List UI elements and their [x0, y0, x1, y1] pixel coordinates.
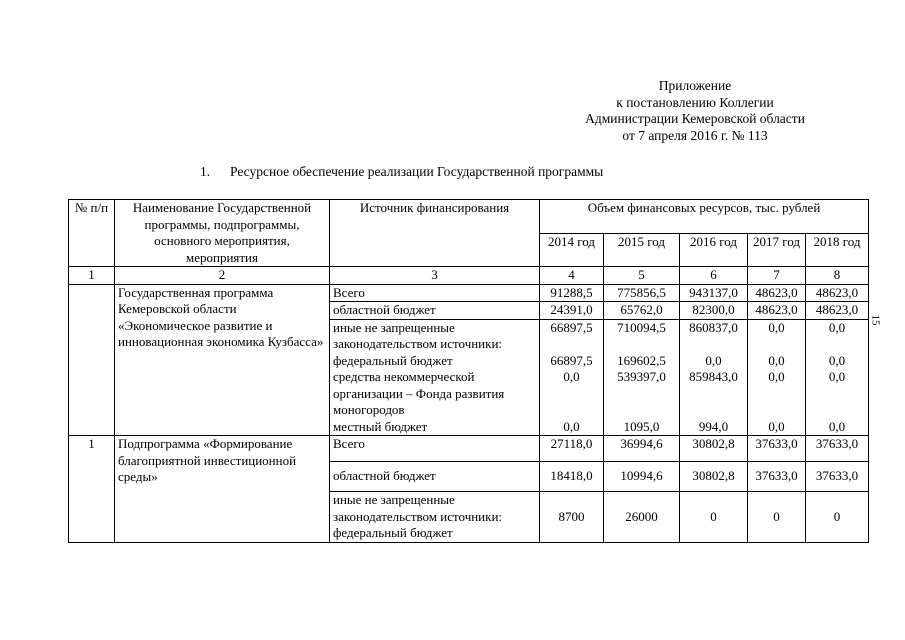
value-cell: 169602,5 [617, 352, 666, 368]
source-cell: Всего [330, 284, 540, 302]
value-cell: 0,0 [828, 319, 846, 335]
value-cell [543, 386, 600, 403]
value-cell-group [540, 319, 604, 436]
value-cell: 36994,6 [604, 436, 680, 462]
resource-table [68, 199, 869, 543]
value-cell: 91288,5 [540, 284, 604, 302]
value-cell: 0 [680, 492, 748, 543]
source-cell: иные не запрещенные законодательством источники: федеральный бюджет [330, 492, 540, 543]
value-cell-group [604, 319, 680, 436]
value-cell [607, 336, 676, 353]
value-cell: 0,0 [563, 418, 580, 434]
column-number-row [69, 267, 869, 285]
value-cell: 48623,0 [806, 302, 869, 320]
value-cell: 539397,0 [617, 369, 666, 384]
appendix-line-4: от 7 апреля 2016 г. № 113 [622, 127, 768, 143]
value-cell: 775856,5 [604, 284, 680, 302]
header-source: Источник финансирования [330, 200, 540, 267]
appendix-line-2: к постановлению Коллегии [616, 94, 774, 110]
column-number: 1 [69, 267, 115, 285]
value-cell [751, 386, 802, 403]
header-year: 2014 год [540, 233, 604, 267]
header-year: 2017 год [748, 233, 806, 267]
value-cell: 0,0 [828, 352, 846, 368]
source-line: федеральный бюджет [333, 352, 453, 368]
value-cell: 82300,0 [680, 302, 748, 320]
section-heading [200, 164, 603, 180]
value-cell: 10994,6 [604, 462, 680, 492]
value-cell: 860837,0 [689, 319, 738, 335]
column-number: 5 [604, 267, 680, 285]
value-cell: 0,0 [768, 319, 785, 335]
value-cell: 66897,5 [550, 352, 593, 368]
value-cell: 66897,5 [550, 319, 593, 335]
value-cell-group [748, 319, 806, 436]
value-cell: 0,0 [828, 418, 846, 434]
value-cell: 37633,0 [748, 462, 806, 492]
value-cell: 0 [806, 492, 869, 543]
value-cell: 859843,0 [689, 369, 738, 384]
section-title: Ресурсное обеспечение реализации Государственной программы [230, 164, 604, 179]
value-cell: 48623,0 [748, 284, 806, 302]
value-cell [751, 336, 802, 353]
value-cell: 26000 [604, 492, 680, 543]
column-number: 2 [115, 267, 330, 285]
value-cell [809, 402, 865, 419]
value-cell: 0 [748, 492, 806, 543]
value-cell-group [680, 319, 748, 436]
table-row [69, 436, 869, 462]
value-cell: 37633,0 [806, 462, 869, 492]
row-number: 1 [69, 436, 115, 543]
program-name: Государственная программа Кемеровской области «Экономическое развитие и инновационная экономика Кузбасса» [115, 284, 330, 436]
source-line: средства некоммерческой организации – Фонда развития моногородов [333, 369, 505, 417]
source-cell: областной бюджет [330, 462, 540, 492]
value-cell [809, 386, 865, 403]
value-cell: 0,0 [705, 352, 722, 368]
page-number: 15 [869, 314, 882, 326]
value-cell: 710094,5 [617, 319, 666, 335]
value-cell [683, 402, 744, 419]
appendix-line-3: Администрации Кемеровской области [585, 111, 805, 126]
row-number [69, 284, 115, 436]
table-row [69, 284, 869, 302]
header-row-1 [69, 200, 869, 234]
value-cell: 37633,0 [748, 436, 806, 462]
header-year: 2015 год [604, 233, 680, 267]
value-cell [683, 386, 744, 403]
value-cell [543, 402, 600, 419]
value-cell: 27118,0 [540, 436, 604, 462]
value-cell: 65762,0 [604, 302, 680, 320]
value-cell: 37633,0 [806, 436, 869, 462]
source-line: иные не запрещенные законодательством источники: [333, 319, 503, 351]
value-cell: 8700 [540, 492, 604, 543]
source-cell: областной бюджет [330, 302, 540, 320]
value-cell: 48623,0 [748, 302, 806, 320]
value-cell-group [806, 319, 869, 436]
value-cell [683, 336, 744, 353]
value-cell [607, 386, 676, 403]
header-volume: Объем финансовых ресурсов, тыс. рублей [540, 200, 869, 234]
column-number: 3 [330, 267, 540, 285]
value-cell: 30802,8 [680, 436, 748, 462]
value-cell: 1095,0 [623, 418, 660, 434]
value-cell: 943137,0 [680, 284, 748, 302]
header-name: Наименование Государственной программы, подпрограммы, основного мероприятия, мероприятия [115, 200, 330, 267]
appendix-line-1: Приложение [658, 78, 732, 93]
source-line: местный бюджет [333, 418, 428, 434]
value-cell [809, 336, 865, 353]
value-cell [751, 402, 802, 419]
column-number: 6 [680, 267, 748, 285]
value-cell: 18418,0 [540, 462, 604, 492]
value-cell: 0,0 [768, 369, 785, 384]
value-cell: 994,0 [698, 418, 729, 434]
value-cell [543, 336, 600, 353]
value-cell: 24391,0 [540, 302, 604, 320]
section-number: 1. [200, 164, 211, 179]
value-cell: 0,0 [768, 352, 785, 368]
header-year: 2016 год [680, 233, 748, 267]
value-cell: 0,0 [768, 418, 785, 434]
subprogram-name: Подпрограмма «Формирование благоприятной инвестиционной среды» [115, 436, 330, 543]
value-cell [607, 402, 676, 419]
column-number: 8 [806, 267, 869, 285]
column-number: 7 [748, 267, 806, 285]
column-number: 4 [540, 267, 604, 285]
value-cell: 0,0 [828, 369, 846, 384]
source-cell: Всего [330, 436, 540, 462]
source-cell-group [330, 319, 540, 436]
header-num: № п/п [69, 200, 115, 267]
value-cell: 30802,8 [680, 462, 748, 492]
header-year: 2018 год [806, 233, 869, 267]
appendix-block [560, 78, 830, 144]
value-cell: 0,0 [563, 369, 580, 384]
value-cell: 48623,0 [806, 284, 869, 302]
